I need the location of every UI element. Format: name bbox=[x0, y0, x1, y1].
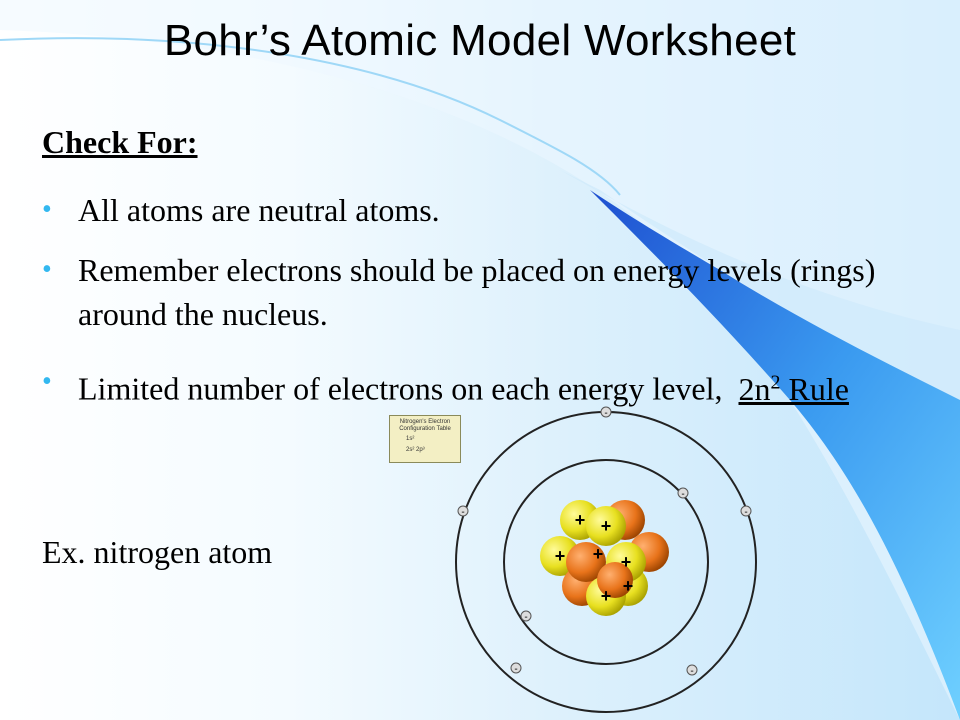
proton-sign: + bbox=[600, 516, 612, 536]
electron-sign: - bbox=[524, 612, 528, 623]
rule-exponent: 2 bbox=[770, 371, 781, 393]
electron-sign: - bbox=[461, 507, 465, 518]
bullet-dot-icon: • bbox=[42, 194, 52, 225]
proton-sign: + bbox=[600, 586, 612, 606]
bullet-energy-levels bbox=[42, 248, 922, 336]
bullet-text: Remember electrons should be placed on energy levels (rings) around the nucleus. bbox=[78, 252, 876, 332]
electron-sign: - bbox=[514, 664, 518, 675]
bullet-text: Limited number of electrons on each energy level, bbox=[78, 370, 723, 407]
electron-sign: - bbox=[744, 507, 748, 518]
proton-sign: + bbox=[574, 510, 586, 530]
proton-sign: + bbox=[620, 552, 632, 572]
electron-sign: - bbox=[604, 408, 608, 419]
nucleus bbox=[540, 500, 669, 616]
check-for-heading: Check For: bbox=[42, 124, 198, 160]
proton-sign: + bbox=[554, 546, 566, 566]
bullet-text: All atoms are neutral atoms. bbox=[78, 192, 440, 228]
electron bbox=[511, 663, 521, 675]
config-row-2: 2s² 2p³ bbox=[406, 447, 425, 453]
electron bbox=[687, 665, 697, 677]
bullet-dot-icon: • bbox=[42, 254, 52, 285]
slide-title: Bohr’s Atomic Model Worksheet bbox=[163, 16, 797, 65]
rule-base: 2n bbox=[738, 370, 771, 407]
electron bbox=[601, 407, 611, 419]
config-row-1: 1s² bbox=[406, 436, 415, 442]
electron-sign: - bbox=[690, 666, 694, 677]
proton-sign: + bbox=[592, 544, 604, 564]
electron-sign: - bbox=[681, 489, 685, 500]
proton-sign: + bbox=[622, 576, 634, 596]
bullet-dot-icon: • bbox=[42, 366, 52, 397]
electron bbox=[458, 506, 468, 518]
config-table-title: Nitrogen's Electron Configuration Table bbox=[399, 419, 451, 432]
rule-tail: Rule bbox=[780, 370, 849, 407]
bullet-neutral-atoms bbox=[42, 188, 922, 232]
example-nitrogen: Ex. nitrogen atom bbox=[42, 534, 273, 570]
nitrogen-atom-diagram bbox=[440, 400, 770, 720]
